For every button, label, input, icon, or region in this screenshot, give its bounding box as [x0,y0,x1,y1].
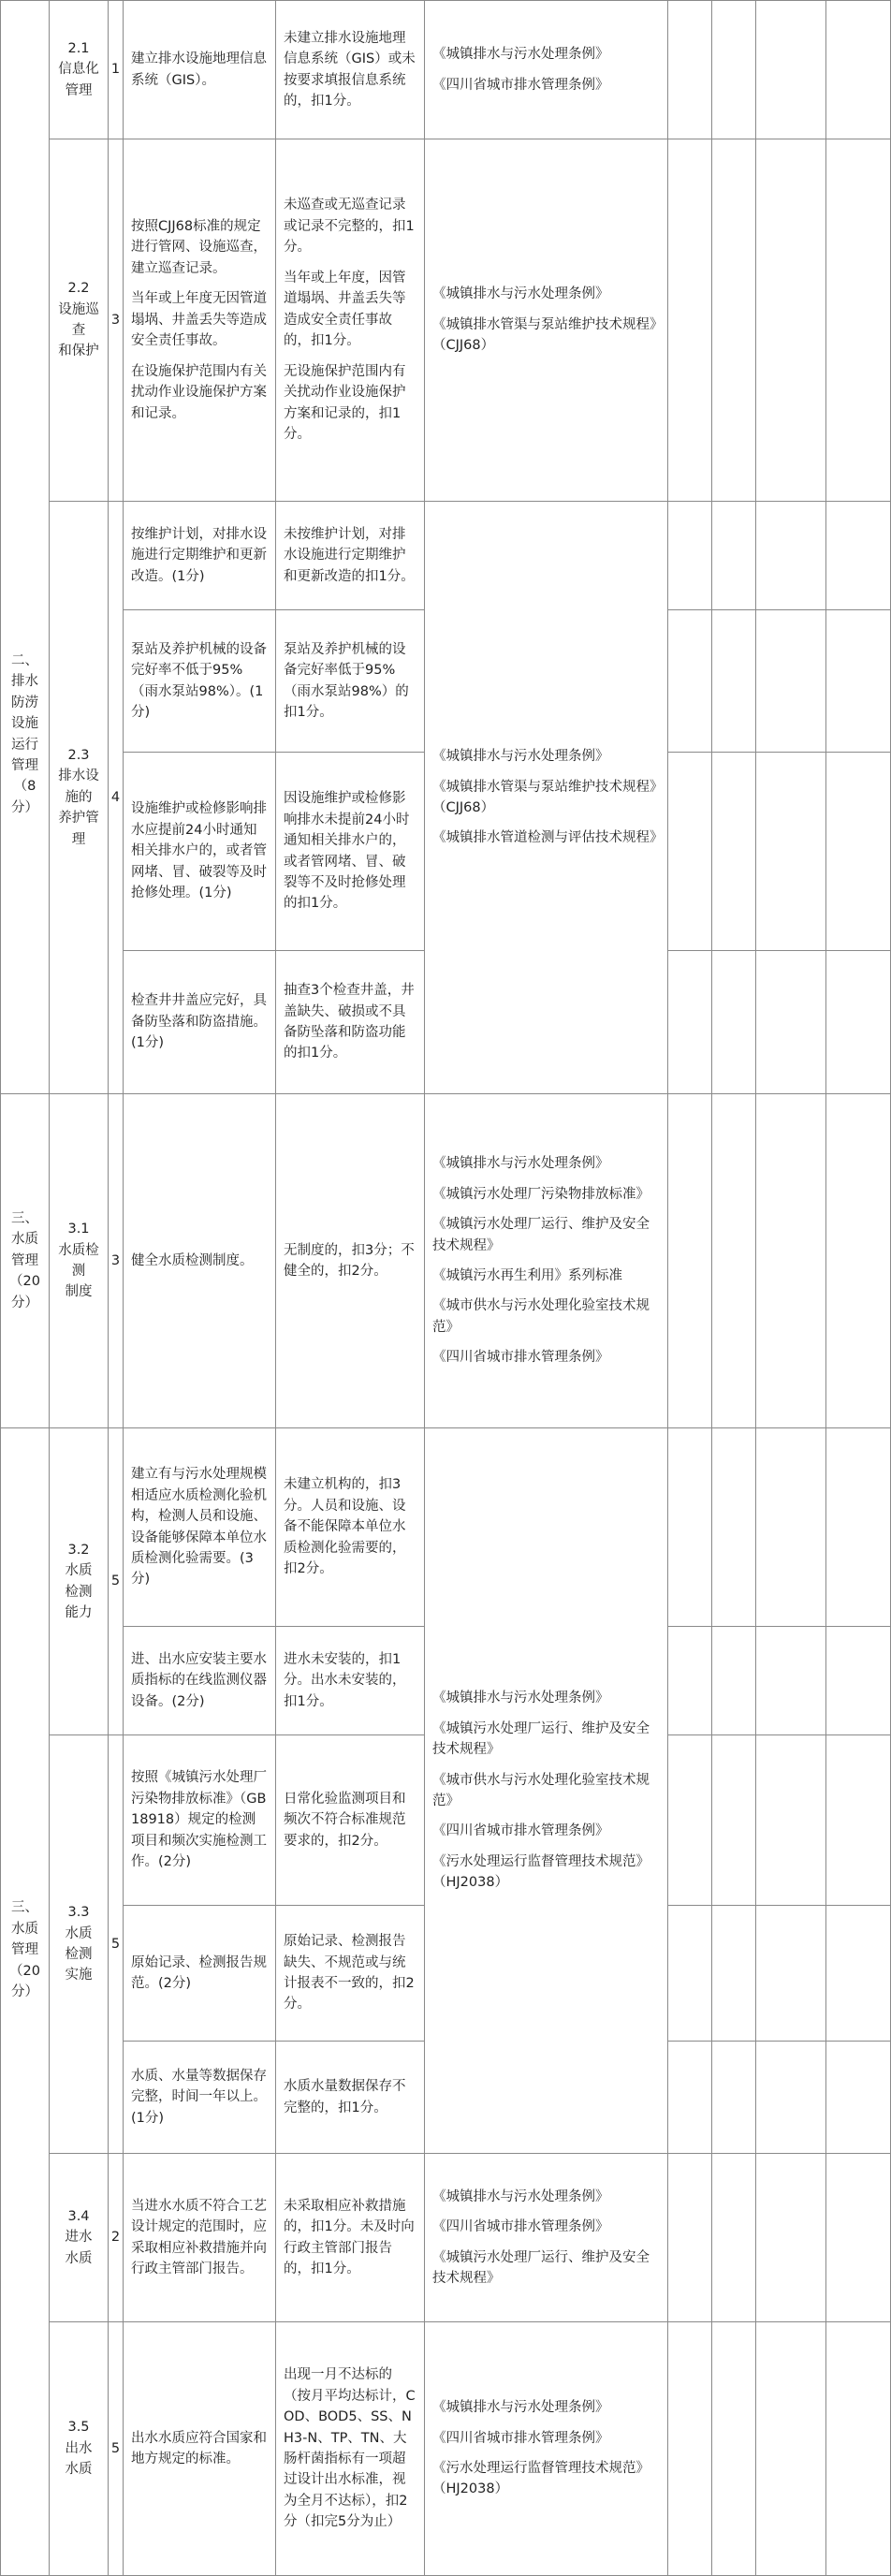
requirement-text: 在设施保护范围内有关扰动作业设施保护方案和记录。 [131,363,267,421]
criteria-cell [276,1906,424,2041]
criteria-cell [276,1,424,139]
reference-cell [425,2154,667,2321]
requirement-text: 当年或上年度无因管道塌埚、井盖丢失等造成安全责任事故。 [131,291,267,349]
score-cell [109,2322,123,2575]
criteria-text: 日常化验监测项目和频次不符合标准规范要求的，扣2分。 [284,1791,406,1849]
reference-cell [425,1428,667,2153]
item-code: 3.1 水质检 测 制度 [58,1222,99,1300]
requirement-text: 泵站及养护机械的设备完好率不低于95%（雨水泵站98%）。(1分) [131,641,267,720]
criteria-text: 未按维护计划，对排水设施进行定期维护和更新改造的扣1分。 [284,526,415,584]
criteria-cell [276,1428,424,1626]
criteria-cell [276,1735,424,1905]
reference-cell [425,1,667,139]
requirement-text: 原始记录、检测报告规范。(2分) [131,1954,267,1991]
reference-item: 《城镇污水再生利用》系列标准 [432,1268,622,1283]
category-cell [1,1428,49,2575]
criteria-text: 泵站及养护机械的设备完好率低于95%（雨水泵站98%）的扣1分。 [284,641,409,720]
score-cell [109,1735,123,2153]
row-divider [667,609,891,610]
requirement-text: 建立有与污水处理规模相适应水质检测化验机构，检测人员和设施、设备能够保障本单位水质检测化验需要。(3分) [131,1467,267,1588]
item-score: 5 [110,2440,121,2456]
criteria-cell [276,1094,424,1427]
reference-item: 《污水处理运行监督管理技术规范》（HJ2038） [432,1853,650,1891]
reference-item: 《城镇污水处理厂运行、维护及安全技术规程》 [432,1720,650,1758]
requirement-text: 出水水质应符合国家和地方规定的标准。 [131,2430,267,2466]
requirement-cell [124,1735,275,1905]
criteria-text: 当年或上年度，因管道塌埚、井盖丢失等造成安全责任事故的，扣1分。 [284,270,406,349]
category-label: 二、 排水 防涝 设施 运行 管理 （8 分） [11,652,38,815]
criteria-cell [276,2322,424,2575]
criteria-cell [276,2042,424,2153]
item-code: 2.1 信息化 管理 [58,40,99,98]
reference-item: 《四川省城市排水管理条例》 [432,2430,609,2446]
criteria-text: 未建立机构的，扣3分。人员和设施、设备不能保障本单位水质检测化验需要的，扣2分。 [284,1477,406,1577]
item-code-cell [50,1735,108,2153]
requirement-text: 按照CJJ68标准的规定进行管网、设施巡查，建立巡查记录。 [131,218,267,276]
requirement-cell [124,753,275,950]
criteria-text: 因设施维护或检修影响排水未提前24小时通知相关排水户的，或者管网堵、冒、破裂等不及时抢修处理的扣1分。 [284,791,410,912]
item-score: 3 [110,312,121,328]
item-code-cell [50,502,108,1093]
criteria-text: 未建立排水设施地理信息系统（GIS）或未按要求填报信息系统的，扣1分。 [284,30,416,109]
reference-item: 《城市供水与污水处理化验室技术规范》 [432,1772,650,1808]
row-divider [667,950,891,951]
column-divider [711,0,712,2576]
item-score: 5 [110,1573,121,1589]
requirement-text: 当进水水质不符合工艺设计规定的范围时，应采取相应补救措施并向行政主管部门报告。 [131,2198,267,2276]
item-code-cell [50,1,108,139]
criteria-text: 未采取相应补救措施的，扣1分。未及时向行政主管部门报告的，扣1分。 [284,2198,415,2276]
requirement-text: 健全水质检测制度。 [131,1252,254,1268]
criteria-cell [276,951,424,1093]
item-code-cell [50,139,108,501]
reference-item: 《城镇污水处理厂运行、维护及安全技术规程》 [432,2249,650,2286]
criteria-text: 原始记录、检测报告缺失、不规范或与统计报表不一致的，扣2分。 [284,1934,415,2012]
reference-item: 《城镇排水与污水处理条例》 [432,2188,609,2204]
requirement-text: 设施维护或检修影响排水应提前24小时通知相关排水户的，或者管网堵、冒、破裂等及时抢修处理。(1分) [131,801,267,901]
reference-item: 《四川省城市排水管理条例》 [432,1823,609,1839]
requirement-cell [124,2042,275,2153]
requirement-text: 检查井井盖应完好，具备防坠落和防盗措施。(1分) [131,993,267,1051]
item-code-cell [50,2154,108,2321]
reference-item: 《城镇排水与污水处理条例》 [432,2400,609,2416]
requirement-cell [124,502,275,609]
criteria-text: 未巡查或无巡查记录或记录不完整的，扣1分。 [284,198,415,256]
item-code: 3.2 水质 检测 能力 [65,1542,93,1620]
reference-item: 《城镇排水与污水处理条例》 [432,47,609,63]
requirement-text: 水质、水量等数据保存完整，时间一年以上。(1分) [131,2068,267,2126]
reference-item: 《四川省城市排水管理条例》 [432,2219,609,2235]
item-score: 3 [110,1252,121,1268]
criteria-text: 水质水量数据保存不完整的，扣1分。 [284,2079,406,2115]
reference-item: 《城市供水与污水处理化验室技术规范》 [432,1298,650,1335]
criteria-cell [276,502,424,609]
item-code-cell [50,2322,108,2575]
criteria-cell [276,139,424,501]
reference-item: 《城镇排水管渠与泵站维护技术规程》（CJJ68） [432,779,657,815]
score-cell [109,1428,123,1734]
criteria-text: 无制度的，扣3分；不健全的，扣2分。 [284,1242,415,1279]
row-divider [667,1905,891,1906]
reference-item: 《城镇排水与污水处理条例》 [432,286,609,302]
column-divider [667,0,668,2576]
requirement-cell [124,2154,275,2321]
score-cell [109,1094,123,1427]
item-code: 2.2 设施巡 查 和保护 [58,281,99,359]
requirement-text: 建立排水设施地理信息系统（GIS）。 [131,51,267,88]
score-cell [109,139,123,501]
requirement-text: 按维护计划，对排水设施进行定期维护和更新改造。(1分) [131,526,267,584]
reference-item: 《城镇排水与污水处理条例》 [432,749,609,765]
item-score: 5 [110,1936,121,1952]
criteria-text: 出现一月不达标的（按月平均达标计，COD、BOD5、SS、NH3-N、TP、TN、大肠杆菌指标有一项超过设计出水标准，视为全月不达标），扣2分（扣完5分为止） [284,2367,416,2530]
requirement-cell [124,139,275,501]
row-divider [667,752,891,753]
criteria-cell [276,753,424,950]
item-code-cell [50,1094,108,1427]
criteria-text: 进水未安装的，扣1分。出水未安装的，扣1分。 [284,1651,406,1709]
requirement-text: 进、出水应安装主要水质指标的在线监测仪器设备。(2分) [131,1651,267,1709]
requirement-cell [124,1627,275,1734]
category-cell [1,1094,49,1427]
requirement-cell [124,2322,275,2575]
reference-item: 《四川省城市排水管理条例》 [432,77,609,93]
item-score: 1 [110,62,121,78]
item-code: 3.5 出水 水质 [65,2420,93,2478]
criteria-text: 无设施保护范围内有关扰动作业设施保护方案和记录的，扣1分。 [284,363,406,443]
row-divider [667,1734,891,1735]
score-cell [109,2154,123,2321]
reference-item: 《城镇污水处理厂运行、维护及安全技术规程》 [432,1217,650,1253]
item-code-cell [50,1428,108,1734]
requirement-text: 按照《城镇污水处理厂污染物排放标准》（GB18918）规定的检测项目和频次实施检测工作。(2分) [131,1770,267,1870]
category-cell [1,1,49,1093]
reference-item: 《城镇排水与污水处理条例》 [432,1690,609,1706]
requirement-cell [124,951,275,1093]
reference-item: 《城镇排水管道检测与评估技术规程》 [432,830,664,846]
requirement-cell [124,1,275,139]
reference-cell [425,2322,667,2575]
column-divider [755,0,756,2576]
reference-item: 《污水处理运行监督管理技术规范》（HJ2038） [432,2461,650,2497]
item-code: 2.3 排水设 施的 养护管 理 [58,747,99,847]
criteria-text: 抽查3个检查井盖，井盖缺失、破损或不具备防坠落和防盗功能的扣1分。 [284,983,415,1061]
reference-cell [425,502,667,1093]
column-divider [825,0,826,2576]
requirement-cell [124,610,275,752]
score-cell [109,502,123,1093]
row-divider [667,1626,891,1627]
category-label: 三、 水质 管理 （20 分） [9,1900,40,2000]
requirement-cell [124,1428,275,1626]
reference-cell [425,139,667,501]
reference-cell [425,1094,667,1427]
reference-item: 《城镇污水处理厂污染物排放标准》 [432,1186,650,1202]
item-code: 3.4 进水 水质 [65,2208,93,2266]
criteria-cell [276,610,424,752]
item-score: 4 [110,789,121,805]
criteria-cell [276,1627,424,1734]
item-score: 2 [110,2230,121,2246]
score-cell [109,1,123,139]
category-label: 三、 水质 管理 （20 分） [9,1210,40,1310]
criteria-cell [276,2154,424,2321]
reference-item: 《城镇排水管渠与泵站维护技术规程》（CJJ68） [432,316,657,354]
requirement-cell [124,1094,275,1427]
requirement-cell [124,1906,275,2041]
row-divider [667,2041,891,2042]
reference-item: 《城镇排水与污水处理条例》 [432,1156,609,1172]
item-code: 3.3 水质 检测 实施 [65,1905,93,1983]
reference-item: 《四川省城市排水管理条例》 [432,1350,609,1366]
